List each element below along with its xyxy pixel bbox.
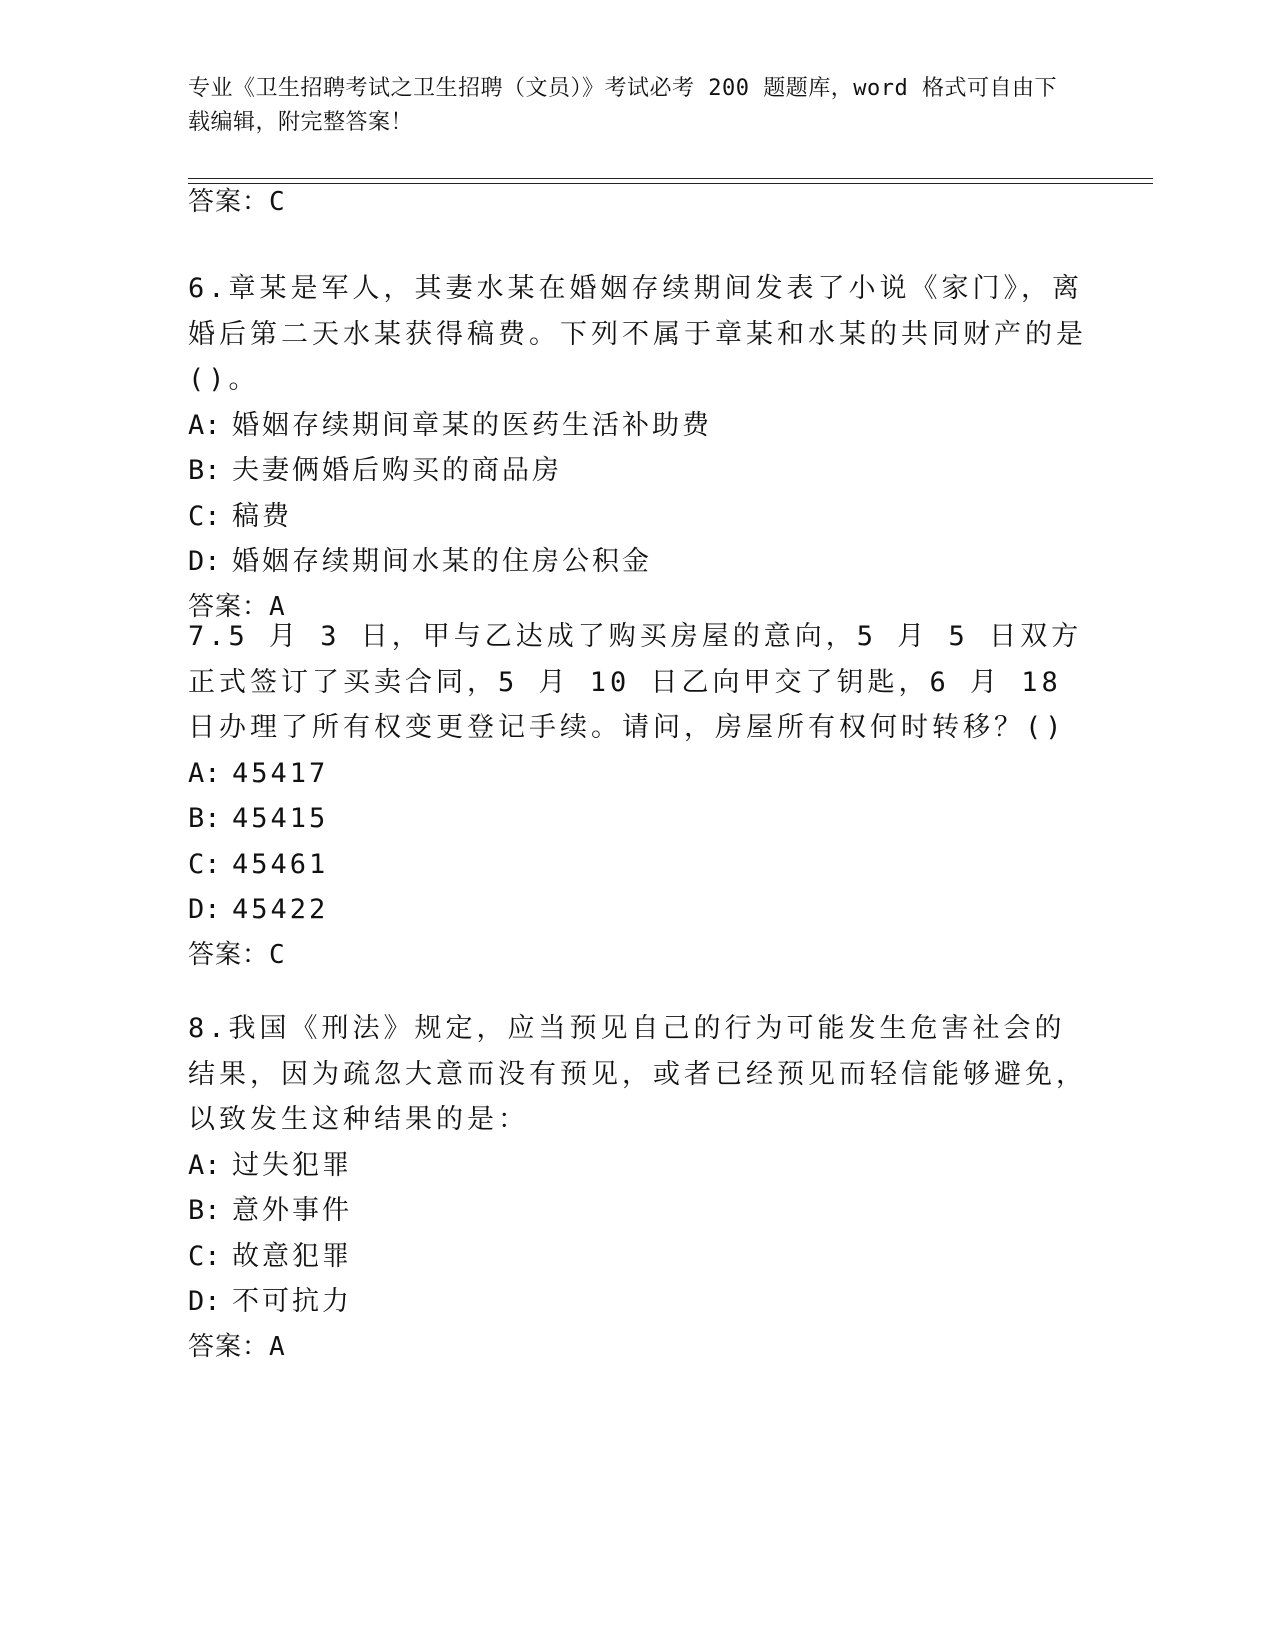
option-text: 过失犯罪 [232, 1149, 352, 1181]
option-letter: D: [188, 546, 221, 577]
option-d [188, 1279, 1088, 1325]
option-text: 故意犯罪 [232, 1240, 352, 1272]
option-text: 婚姻存续期间水某的住房公积金 [232, 546, 652, 577]
header-divider-top [188, 178, 1153, 179]
answer: 答案：A [188, 591, 286, 622]
document-header: 专业《卫生招聘考试之卫生招聘（文员）》考试必考 200 题题库，word 格式可自由下载编辑，附完整答案！ [188, 76, 1057, 135]
option-b [188, 1188, 1088, 1234]
answer: 答案：C [188, 939, 286, 970]
question-text: 8.我国《刑法》规定，应当预见自己的行为可能发生危害社会的结果，因为疏忽大意而没有预见，或者已经预见而轻信能够避免，以致发生这种结果的是： [188, 1013, 1087, 1135]
header-divider-bottom [188, 183, 1153, 184]
question-8 [188, 1006, 1088, 1363]
option-letter: B: [188, 1195, 221, 1226]
previous-answer: 答案：C [188, 187, 286, 217]
option-letter: B: [188, 455, 221, 486]
question-text: 6.章某是军人，其妻水某在婚姻存续期间发表了小说《家门》，离婚后第二天水某获得稿费。下列不属于章某和水某的共同财产的是()。 [188, 273, 1087, 395]
option-text: 意外事件 [232, 1195, 352, 1226]
option-text: 稿费 [232, 500, 292, 532]
option-text: 婚姻存续期间章某的医药生活补助费 [232, 409, 712, 441]
option-letter: D: [188, 894, 221, 925]
option-a [188, 403, 1088, 449]
option-letter: D: [188, 1286, 221, 1317]
option-text: 45417 [232, 757, 329, 789]
option-letter: C: [188, 500, 221, 532]
option-letter: C: [188, 1240, 221, 1272]
option-c [188, 1234, 1088, 1280]
option-c [188, 842, 1088, 888]
option-text: 45461 [232, 848, 329, 880]
option-text: 不可抗力 [232, 1286, 352, 1317]
option-letter: B: [188, 803, 221, 834]
option-text: 夫妻俩婚后购买的商品房 [232, 455, 562, 486]
option-a [188, 751, 1088, 797]
option-letter: A: [188, 1149, 221, 1181]
option-letter: C: [188, 848, 221, 880]
answer: 答案：A [188, 1331, 286, 1362]
question-7 [188, 614, 1088, 971]
question-text: 7.5 月 3 日，甲与乙达成了购买房屋的意向，5 月 5 日双方正式签订了买卖合同，5 月 10 日乙向甲交了钥匙，6 月 18 日办理了所有权变更登记手续。请问，房屋所有权何时转移？() [188, 621, 1083, 743]
option-text: 45422 [232, 894, 329, 925]
option-d [188, 539, 1088, 585]
option-letter: A: [188, 409, 221, 441]
option-d [188, 887, 1088, 933]
option-b [188, 448, 1088, 494]
option-c [188, 494, 1088, 540]
option-letter: A: [188, 757, 221, 789]
option-a [188, 1143, 1088, 1189]
question-6 [188, 266, 1088, 623]
option-b [188, 796, 1088, 842]
option-text: 45415 [232, 803, 329, 834]
